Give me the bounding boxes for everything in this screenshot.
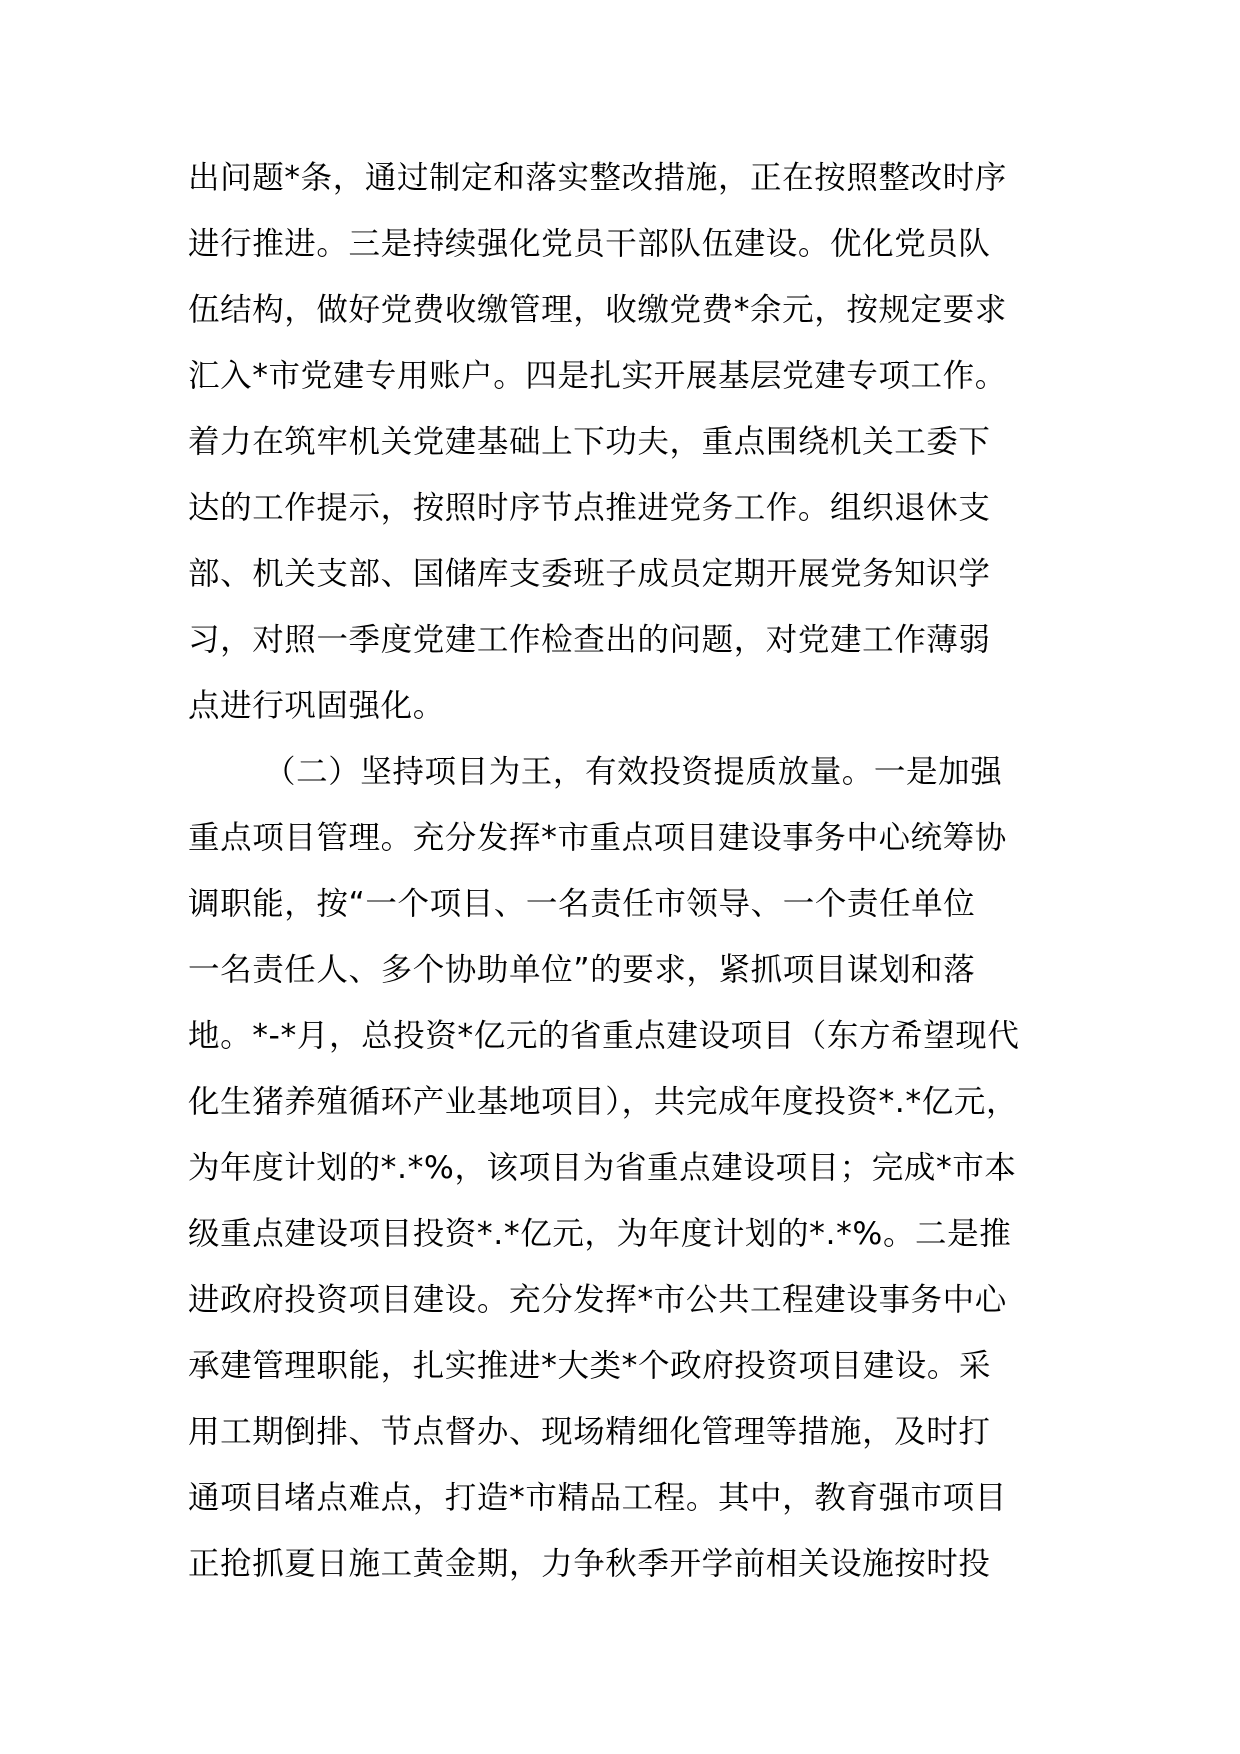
text-line: 化生猪养殖循环产业基地项目），共完成年度投资*.*亿元， [188, 1084, 1019, 1120]
text-line: 出问题*条，通过制定和落实整改措施，正在按照整改时序 [188, 160, 1007, 196]
text-line: 承建管理职能，扎实推进*大类*个政府投资项目建设。采 [188, 1348, 992, 1384]
text-line: 一名责任人、多个协助单位”的要求，紧抓项目谋划和落 [188, 952, 976, 988]
text-line: 级重点建设项目投资*.*亿元，为年度计划的*.*%。二是推 [188, 1216, 1012, 1252]
text-line: 伍结构，做好党费收缴管理，收缴党费*余元，按规定要求 [188, 292, 1007, 328]
text-line: 进政府投资项目建设。充分发挥*市公共工程建设事务中心 [188, 1282, 1007, 1318]
text-line: 通项目堵点难点，打造*市精品工程。其中，教育强市项目 [188, 1480, 1007, 1516]
text-line: 调职能，按“一个项目、一名责任市领导、一个责任单位 [188, 886, 976, 922]
text-line: 进行推进。三是持续强化党员干部队伍建设。优化党员队 [188, 226, 991, 262]
text-line: 地。*-*月，总投资*亿元的省重点建设项目（东方希望现代 [188, 1018, 1020, 1054]
text-line: 着力在筑牢机关党建基础上下功夫，重点围绕机关工委下 [188, 424, 991, 460]
text-line: 部、机关支部、国储库支委班子成员定期开展党务知识学 [188, 556, 991, 592]
text-line: 习，对照一季度党建工作检查出的问题，对党建工作薄弱 [188, 622, 991, 658]
text-line: 用工期倒排、节点督办、现场精细化管理等措施，及时打 [188, 1414, 991, 1450]
text-line: 正抢抓夏日施工黄金期，力争秋季开学前相关设施按时投 [188, 1546, 991, 1582]
text-line: 达的工作提示，按照时序节点推进党务工作。组织退休支 [188, 490, 991, 526]
text-line: 重点项目管理。充分发挥*市重点项目建设事务中心统筹协 [188, 820, 1007, 856]
text-line: 点进行巩固强化。 [188, 688, 445, 724]
text-line: 汇入*市党建专用账户。四是扎实开展基层党建专项工作。 [188, 358, 1007, 394]
text-line: 为年度计划的*.*%，该项目为省重点建设项目；完成*市本 [188, 1150, 1017, 1186]
section-heading-line: （二）坚持项目为王，有效投资提质放量。一是加强 [264, 754, 1003, 790]
